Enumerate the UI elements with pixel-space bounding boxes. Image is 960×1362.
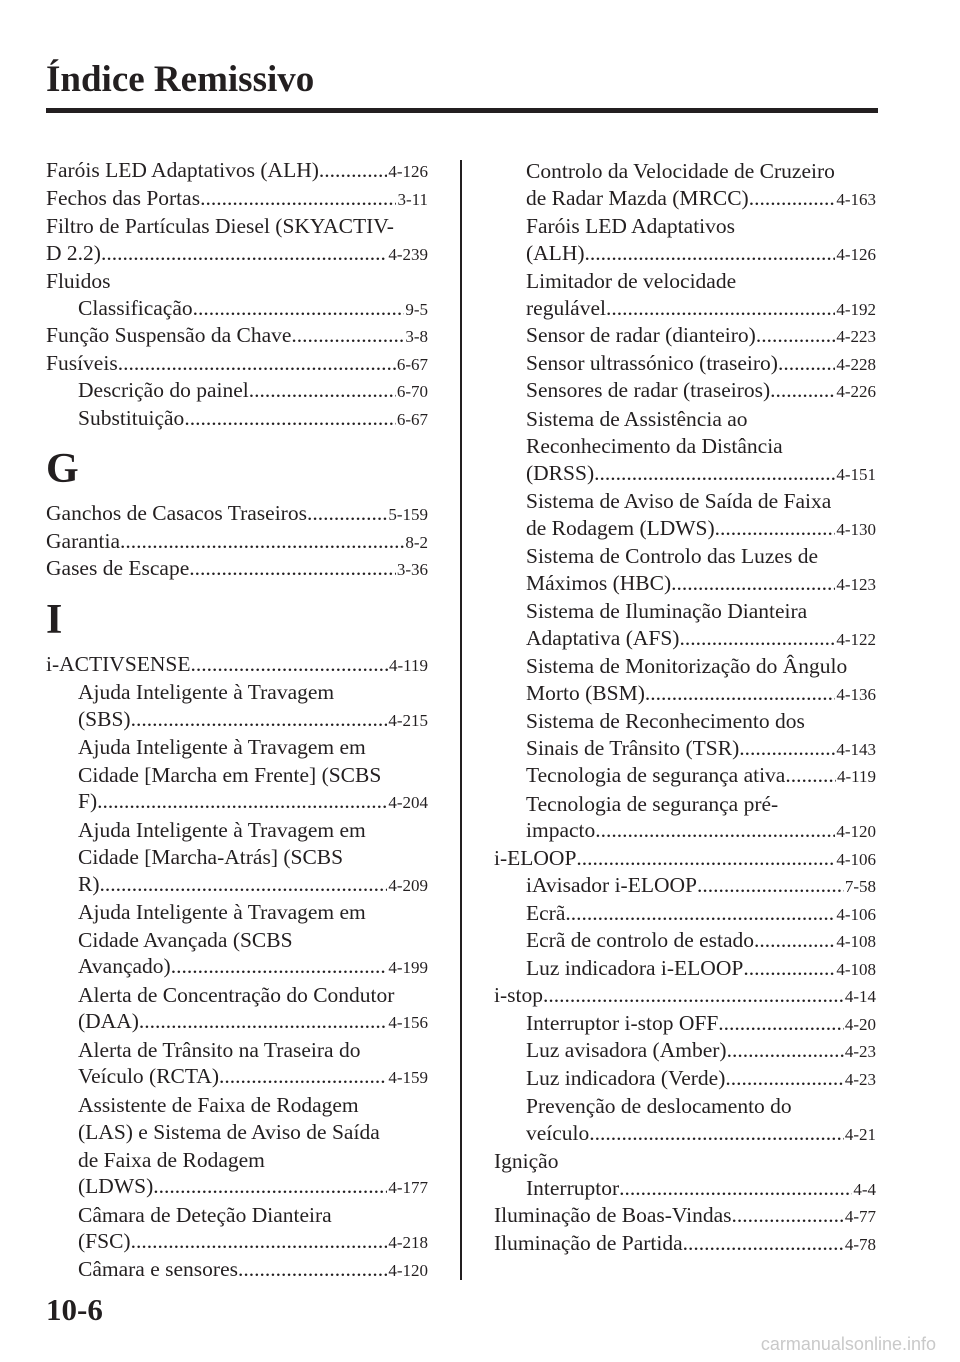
index-entry: i-ELOOP ..... 4-106 [494, 846, 876, 874]
index-subentry: Luz indicadora i-ELOOP ..... 4-108 [494, 956, 876, 984]
index-subentry: (DAA) ..... 4-156 [46, 1009, 428, 1037]
index-subentry-line: Câmara de Deteção Dianteira [78, 1202, 332, 1227]
page-ref[interactable]: 4-108 [836, 932, 876, 951]
index-subentry: Sensor de radar (dianteiro) ..... 4-223 [494, 323, 876, 351]
page-ref[interactable]: 4-204 [388, 793, 428, 812]
index-subentry-line: Prevenção de deslocamento do [526, 1094, 792, 1118]
index-entry: Gases de Escape ..... 3-36 [46, 556, 428, 584]
index-subentry-line: Limitador de velocidade [526, 269, 737, 293]
page-ref[interactable]: 4-223 [836, 327, 876, 346]
index-subentry: regulável ..... 4-192 [494, 296, 876, 324]
index-subentry: (DRSS) ..... 4-151 [494, 461, 876, 489]
index-subentry-line: Sistema de Controlo das Luzes de [526, 544, 818, 568]
index-subentry: Câmara e sensores ..... 4-120 [46, 1257, 428, 1285]
index-subentry-line: Sistema de Iluminação Dianteira [526, 599, 808, 623]
page-ref[interactable]: 4-119 [388, 655, 428, 675]
index-subentry: Interruptor i-stop OFF ..... 4-20 [494, 1011, 876, 1039]
page-ref[interactable]: 4-120 [836, 822, 876, 841]
page-ref[interactable]: 4-177 [388, 1178, 428, 1197]
index-subentry: Classificação ..... 9-5 [46, 296, 428, 324]
index-subentry: Luz indicadora (Verde) ..... 4-23 [494, 1066, 876, 1094]
index-entry-heading: Ignição [494, 1149, 559, 1173]
index-entry: Iluminação de Partida ..... 4-78 [494, 1231, 876, 1259]
page-ref[interactable]: 4-156 [388, 1013, 428, 1032]
index-subentry: Descrição do painel ..... 6-70 [46, 378, 428, 406]
index-subentry-line: Sistema de Monitorização do Ângulo [526, 654, 848, 678]
index-entry: Fusíveis ..... 6-67 [46, 351, 428, 379]
page-ref[interactable]: 3-11 [397, 189, 428, 209]
index-subentry: Luz avisadora (Amber) ..... 4-23 [494, 1038, 876, 1066]
index-subentry-line: de Faixa de Rodagem [78, 1147, 265, 1172]
index-entry: Iluminação de Boas-Vindas ..... 4-77 [494, 1203, 876, 1231]
index-subentry-line: Cidade [Marcha-Atrás] (SCBS [78, 845, 344, 869]
index-entry: Função Suspensão da Chave ..... 3-8 [46, 323, 428, 351]
index-subentry: Sensores de radar (traseiros) ..... 4-226 [494, 378, 876, 406]
page-ref[interactable]: 4-143 [836, 739, 876, 759]
index-subentry: iAvisador i-ELOOP ..... 7-58 [494, 873, 876, 901]
page-ref[interactable]: 4-126 [836, 244, 876, 264]
index-subentry-line: Cidade Avançada (SCBS [78, 927, 293, 952]
page-ref[interactable]: 4-226 [836, 382, 876, 401]
index-subentry: Ecrã de controlo de estado ..... 4-108 [494, 928, 876, 956]
page-ref[interactable]: 4-23 [844, 1042, 876, 1061]
index-entry: Faróis LED Adaptativos (ALH) ..... 4-126 [46, 158, 428, 186]
page-ref[interactable]: 3-8 [405, 327, 428, 346]
index-subentry-line: Alerta de Trânsito na Traseira do [78, 1037, 361, 1062]
page-ref[interactable]: 4-123 [836, 574, 876, 594]
page-title: Índice Remissivo [46, 59, 315, 100]
index-subentry-line: (LAS) e Sistema de Aviso de Saída [78, 1120, 380, 1144]
index-subentry: Interruptor ..... 4-4 [494, 1176, 876, 1204]
index-entry: D 2.2) ..... 4-239 [46, 241, 428, 269]
page-ref[interactable]: 4-192 [836, 299, 876, 319]
index-column-right [494, 158, 876, 1258]
index-subentry: Sensor ultrassónico (traseiro) ..... 4-228 [494, 351, 876, 379]
page-ref[interactable]: 4-199 [388, 958, 428, 977]
index-subentry: impacto ..... 4-120 [494, 818, 876, 846]
page-ref[interactable]: 4-106 [836, 849, 876, 869]
page-ref[interactable]: 4-130 [836, 519, 876, 539]
index-column-left [46, 158, 428, 1284]
index-subentry: Substituição ..... 6-67 [46, 406, 428, 434]
page-ref[interactable]: 6-67 [396, 409, 428, 429]
index-subentry: Sinais de Trânsito (TSR) ..... 4-143 [494, 736, 876, 764]
page-ref[interactable]: 4-218 [388, 1233, 428, 1252]
index-subentry-line: Ajuda Inteligente à Travagem em [78, 735, 366, 759]
index-subentry: de Rodagem (LDWS) ..... 4-130 [494, 516, 876, 544]
index-subentry-line: Controlo da Velocidade de Cruzeiro [526, 159, 835, 183]
page-ref[interactable]: 4-163 [836, 189, 876, 209]
title-rule [46, 108, 878, 113]
page-ref[interactable]: 4-228 [836, 354, 876, 374]
page-ref[interactable]: 5-159 [388, 505, 428, 524]
page-ref[interactable]: 4-77 [844, 1207, 876, 1226]
section-letter-i: I [46, 596, 63, 643]
page-ref[interactable]: 4-209 [388, 875, 428, 895]
page-ref[interactable]: 4-23 [844, 1069, 876, 1089]
index-entry: Garantia ..... 8-2 [46, 529, 428, 557]
index-subentry: (LDWS) ..... 4-177 [46, 1174, 428, 1202]
page-ref[interactable]: 4-14 [844, 987, 876, 1006]
index-subentry-line: Sistema de Assistência ao [526, 406, 748, 431]
page-ref[interactable]: 4-136 [836, 684, 876, 704]
index-entry-line: Filtro de Partículas Diesel (SKYACTIV- [46, 214, 394, 238]
index-subentry: Tecnologia de segurança ativa ..... 4-119 [494, 763, 876, 791]
index-subentry: Morto (BSM) ..... 4-136 [494, 681, 876, 709]
index-subentry: de Radar Mazda (MRCC) ..... 4-163 [494, 186, 876, 214]
page-ref[interactable]: 4-21 [844, 1124, 876, 1144]
index-subentry: Ecrã ..... 4-106 [494, 901, 876, 929]
index-subentry-line: Sistema de Aviso de Saída de Faixa [526, 489, 832, 513]
page-ref[interactable]: 4-151 [836, 464, 876, 484]
page-ref[interactable]: 4-106 [836, 904, 876, 924]
page-ref[interactable]: 4-122 [836, 629, 876, 649]
index-subentry: veículo ..... 4-21 [494, 1121, 876, 1149]
page-ref[interactable]: 6-67 [396, 354, 428, 374]
index-entry: Fechos das Portas ..... 3-11 [46, 186, 428, 214]
index-subentry: F) ..... 4-204 [46, 789, 428, 817]
page-ref[interactable]: 9-5 [405, 299, 428, 319]
page-ref[interactable]: 4-78 [844, 1234, 876, 1254]
index-subentry-line: Faróis LED Adaptativos [526, 214, 736, 238]
page-ref[interactable]: 4-119 [836, 767, 876, 786]
index-subentry-line: Reconhecimento da Distância [526, 434, 783, 458]
page-ref[interactable]: 6-70 [396, 382, 428, 401]
index-subentry-line: Ajuda Inteligente à Travagem em [78, 900, 366, 924]
page-ref[interactable]: 4-4 [853, 1179, 876, 1199]
section-letter-g: G [46, 446, 79, 492]
index-subentry-line: Alerta de Concentração do Condutor [78, 982, 395, 1007]
index-subentry: (FSC) ..... 4-218 [46, 1229, 428, 1257]
index-subentry: Avançado) ..... 4-199 [46, 954, 428, 982]
page-ref[interactable]: 7-58 [844, 877, 876, 896]
index-entry-heading: Fluidos [46, 269, 111, 293]
index-entry: i-stop ..... 4-14 [494, 983, 876, 1011]
index-subentry-line: Cidade [Marcha em Frente] (SCBS [78, 762, 382, 787]
page-ref[interactable]: 4-159 [388, 1068, 428, 1087]
index-subentry: (ALH) ..... 4-126 [494, 241, 876, 269]
watermark: carmanualsonline.info [760, 1334, 936, 1354]
page-ref[interactable]: 4-20 [844, 1014, 876, 1034]
index-subentry-line: Ajuda Inteligente à Travagem [78, 680, 335, 704]
page-number: 10-6 [46, 1292, 103, 1327]
index-entry: Ganchos de Casacos Traseiros ..... 5-159 [46, 501, 428, 529]
index-entry: i-ACTIVSENSE ..... 4-119 [46, 652, 428, 680]
page-ref[interactable]: 4-126 [388, 162, 428, 181]
index-subentry: Máximos (HBC) ..... 4-123 [494, 571, 876, 599]
index-subentry: R) ..... 4-209 [46, 872, 428, 900]
index-subentry-line: Assistente de Faixa de Rodagem [78, 1092, 359, 1117]
page-ref[interactable]: 4-120 [388, 1260, 428, 1280]
index-subentry-line: Sistema de Reconhecimento dos [526, 709, 805, 733]
column-divider [460, 160, 462, 1280]
index-subentry-line: Ajuda Inteligente à Travagem em [78, 817, 366, 842]
page-ref[interactable]: 3-36 [396, 560, 428, 579]
page-ref[interactable]: 4-215 [388, 710, 428, 730]
index-subentry: (SBS) ..... 4-215 [46, 707, 428, 735]
page-ref[interactable]: 8-2 [405, 532, 428, 552]
index-subentry: Veículo (RCTA) ..... 4-159 [46, 1064, 428, 1092]
index-subentry-line: Tecnologia de segurança pré- [526, 791, 779, 816]
index-subentry: Adaptativa (AFS) ..... 4-122 [494, 626, 876, 654]
page-ref[interactable]: 4-239 [388, 244, 428, 264]
page-ref[interactable]: 4-108 [836, 959, 876, 979]
